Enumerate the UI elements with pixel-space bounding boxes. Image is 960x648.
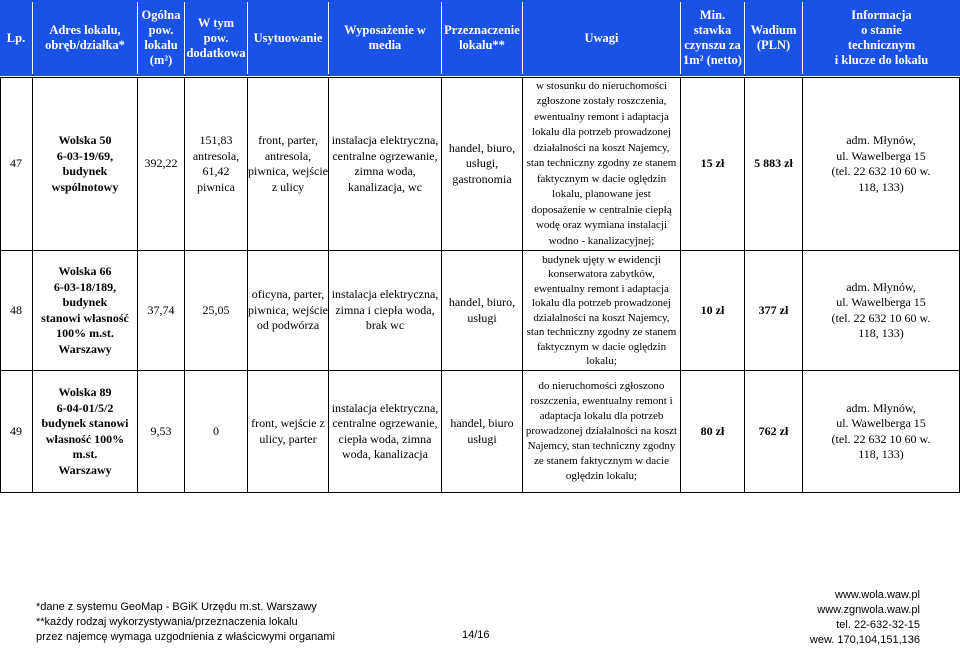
page-number: 14/16 (462, 629, 490, 641)
cell-location: front, parter, antresola, piwnica, wejście z ulicy (248, 133, 328, 194)
cell-remarks: budynek ujęty w ewidencji konserwatora zabytków, ewentualny remont i adaptacja lokalu dla potrzeb prowadzonej działalności na koszt Najemcy, stan techniczny zgodny ze stanem faktycznym w dacie oględzin lokalu; (526, 253, 677, 367)
table-row (0, 251, 960, 370)
cell-area-extra: 25,05 (202, 302, 230, 317)
cell-area-extra: 0 (213, 423, 219, 438)
cell-lp: 47 (10, 156, 22, 171)
table-row (0, 371, 960, 492)
footer-note-approval: przez najemcę wymaga uzgodnienia z właścicwymi organami (36, 631, 335, 643)
website-wola[interactable]: www.wola.waw.pl (835, 589, 920, 601)
cell-lp: 48 (10, 302, 22, 317)
header-area-extra: W tym pow. dodatkowa (186, 15, 246, 60)
table-header (0, 0, 960, 76)
cell-purpose: handel, biuro usługi (450, 416, 514, 446)
cell-deposit: 762 zł (758, 423, 789, 438)
cell-location: oficyna, parter, piwnica, wejście od podwórza (248, 287, 328, 333)
cell-info: adm. Młynów, ul. Wawelberga 15 (tel. 22 632 10 60 w. 118, 133) (831, 400, 931, 461)
cell-area-total: 9,53 (150, 423, 172, 438)
footer-contact (780, 588, 920, 648)
cell-remarks: w stosunku do nieruchomości zgłoszone zostały roszczenia, ewentualny remont i adaptacja lokalu dla potrzeb prowadzonej działalności na koszt Najemcy, stan techniczny zgodny ze stanem faktycznym w dacie oględzin lokalu, planowane jest doposażenie w centralnie ciepłą wodę oraz wymiana instalacji wodno - kanalizacyjnej; (526, 79, 677, 247)
cell-min-rate: 80 zł (700, 423, 725, 438)
cell-equipment: instalacja elektryczna, centralne ogrzewanie, zimna woda, kanalizacja, wc (331, 133, 439, 194)
cell-deposit: 377 zł (758, 302, 789, 317)
website-zgn[interactable]: www.zgnwola.waw.pl (817, 604, 920, 616)
header-remarks: Uwagi (584, 30, 619, 45)
cell-purpose: handel, biuro, usługi, gastronomia (448, 140, 516, 186)
header-deposit: Wadium (PLN) (750, 23, 797, 52)
phone-number: tel. 22-632-32-15 (836, 619, 920, 631)
cell-deposit: 5 883 zł (754, 156, 793, 171)
footer-note-usage: **każdy rodzaj wykorzystywania/przeznaczenia lokalu (36, 616, 298, 628)
cell-location: front, wejście z ulicy, parter (251, 416, 325, 446)
footer-notes (36, 600, 335, 645)
cell-lp: 49 (10, 423, 22, 438)
phone-extensions: wew. 170,104,151,136 (809, 634, 920, 646)
header-address: Adres lokalu, obręb/działka* (45, 23, 125, 52)
cell-area-total: 37,74 (147, 302, 175, 317)
cell-area-extra: 151,83 antresola, 61,42 piwnica (192, 133, 240, 194)
cell-min-rate: 10 zł (700, 302, 725, 317)
cell-info: adm. Młynów, ul. Wawelberga 15 (tel. 22 632 10 60 w. 118, 133) (831, 279, 931, 340)
table-row (0, 78, 960, 250)
cell-area-total: 392,22 (144, 156, 178, 171)
cell-remarks: do nieruchomości zgłoszono roszczenia, ewentualny remont i adaptacja lokalu dla potrzeb prowadzonej działalności na koszt Najemcy, stan techniczny zgodny ze stanem faktycznym w dacie oględzin lokalu; (525, 380, 678, 482)
header-info: Informacja o stanie technicznym i klucze do lokalu (834, 8, 929, 67)
cell-info: adm. Młynów, ul. Wawelberga 15 (tel. 22 632 10 60 w. 118, 133) (831, 133, 931, 194)
cell-address: Wolska 66 6-03-18/189, budynek stanowi własność 100% m.st. Warszawy (41, 264, 129, 356)
cell-equipment: instalacja elektryczna, centralne ogrzewanie, ciepła woda, zimna woda, kanalizacja (331, 400, 439, 461)
header-area-total: Ogólna pow. lokalu (m²) (141, 8, 181, 67)
footer-note-source: *dane z systemu GeoMap - BGiK Urzędu m.st. Warszawy (36, 601, 317, 613)
cell-equipment: instalacja elektryczna, zimna i ciepła woda, brak wc (331, 287, 439, 333)
cell-address: Wolska 89 6-04-01/5/2 budynek stanowi własność 100% m.st. Warszawy (41, 385, 129, 477)
cell-address: Wolska 50 6-03-19/69, budynek wspólnotowy (51, 133, 119, 194)
cell-purpose: handel, biuro, usługi (448, 295, 516, 325)
header-min-rate: Min. stawka czynszu za 1m² (netto) (683, 8, 742, 67)
header-lp: Lp. (6, 30, 26, 45)
header-purpose: Przeznaczenie lokalu** (444, 23, 520, 52)
header-location: Usytuowanie (253, 30, 323, 45)
cell-min-rate: 15 zł (700, 156, 725, 171)
header-equipment: Wyposażenie w media (344, 23, 426, 52)
